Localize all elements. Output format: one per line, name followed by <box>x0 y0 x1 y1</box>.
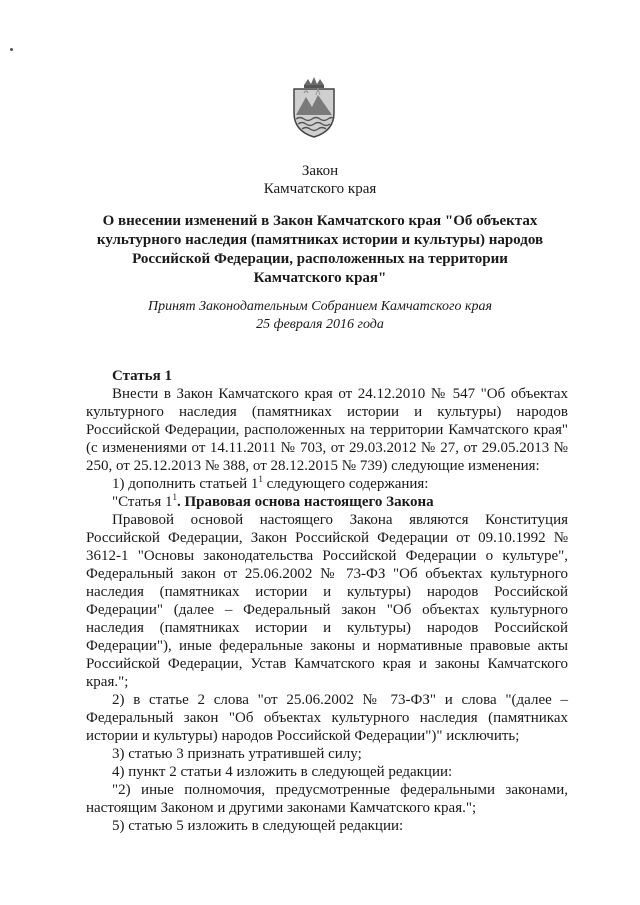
new-article-text: Правовой основой настоящего Закона являются Конституция Российской Федерации, Закон Российской Федерации от 09.10.1992 № 3612-1 "Основы законодательства Российской Федерации о культуре", Федеральный закон от 25.06.2002 № 73-ФЗ "Об объектах культурного наследия (памятниках истории и культуры) народов Российской Федерации" (далее – Федеральный закон "Об объектах культурного наследия (памятниках истории и культуры) народов Российской Федерации"), иные федеральные законы и нормативные правовые акты Российской Федерации, Устав Камчатского края и законы Камчатского края."; <box>86 512 568 690</box>
item-1-superscript: 1 <box>258 474 263 484</box>
item-4-text: "2) иные полномочия, предусмотренные федеральными законами, настоящим Законом и другими законами Камчатского края."; <box>86 782 568 816</box>
item-2: 2) в статье 2 слова "от 25.06.2002 № 73-ФЗ" и слова "(далее – Федеральный закон "Об объектах культурного наследия (памятниках истории и культуры) народов Российской Федерации")" исключить; <box>86 692 568 744</box>
scan-speck <box>10 48 13 51</box>
item-1 <box>86 475 568 493</box>
law-title-line1: Закон <box>301 163 339 179</box>
law-subject-line2: культурного наследия (памятниках истории и культуры) народов <box>96 232 544 248</box>
law-title <box>0 162 640 198</box>
adoption-note <box>0 298 640 334</box>
law-subject-line1: О внесении изменений в Закон Камчатского края "Об объектах <box>102 213 538 229</box>
adoption-body: Принят Законодательным Собранием Камчатского края <box>147 299 493 314</box>
new-article-heading <box>86 493 568 511</box>
kamchatka-coat-of-arms-icon <box>286 75 342 139</box>
item-4: 4) пункт 2 статьи 4 изложить в следующей редакции: <box>112 764 453 780</box>
article-heading: Статья 1 <box>112 368 172 384</box>
new-article-prefix: "Статья 1 <box>112 494 173 510</box>
item-5: 5) статью 5 изложить в следующей редакции: <box>112 818 404 834</box>
new-article-superscript: 1 <box>172 492 177 502</box>
article-intro: Внести в Закон Камчатского края от 24.12.2010 № 547 "Об объектах культурного наследия (памятниках истории и культуры) народов Российской Федерации, расположенных на территории Камчатского края" (с изменениями от 14.11.2011 № 703, от 29.03.2012 № 27, от 29.05.2013 № 250, от 25.12.2013 № 388, от 28.12.2015 № 739) следующие изменения: <box>86 386 568 474</box>
law-subject-line3: Российской Федерации, расположенных на территории <box>132 251 508 267</box>
law-title-line2: Камчатского края <box>263 181 377 197</box>
item-1-tail: следующего содержания: <box>262 476 429 492</box>
adoption-date: 25 февраля 2016 года <box>256 317 384 332</box>
new-article-title: . Правовая основа настоящего Закона <box>176 494 434 510</box>
law-body <box>86 367 568 835</box>
item-1-text: 1) дополнить статьей 1 <box>112 476 259 492</box>
law-subject-line4: Камчатского края" <box>253 270 387 286</box>
item-3: 3) статью 3 признать утратившей силу; <box>112 746 362 762</box>
law-subject <box>40 212 600 288</box>
